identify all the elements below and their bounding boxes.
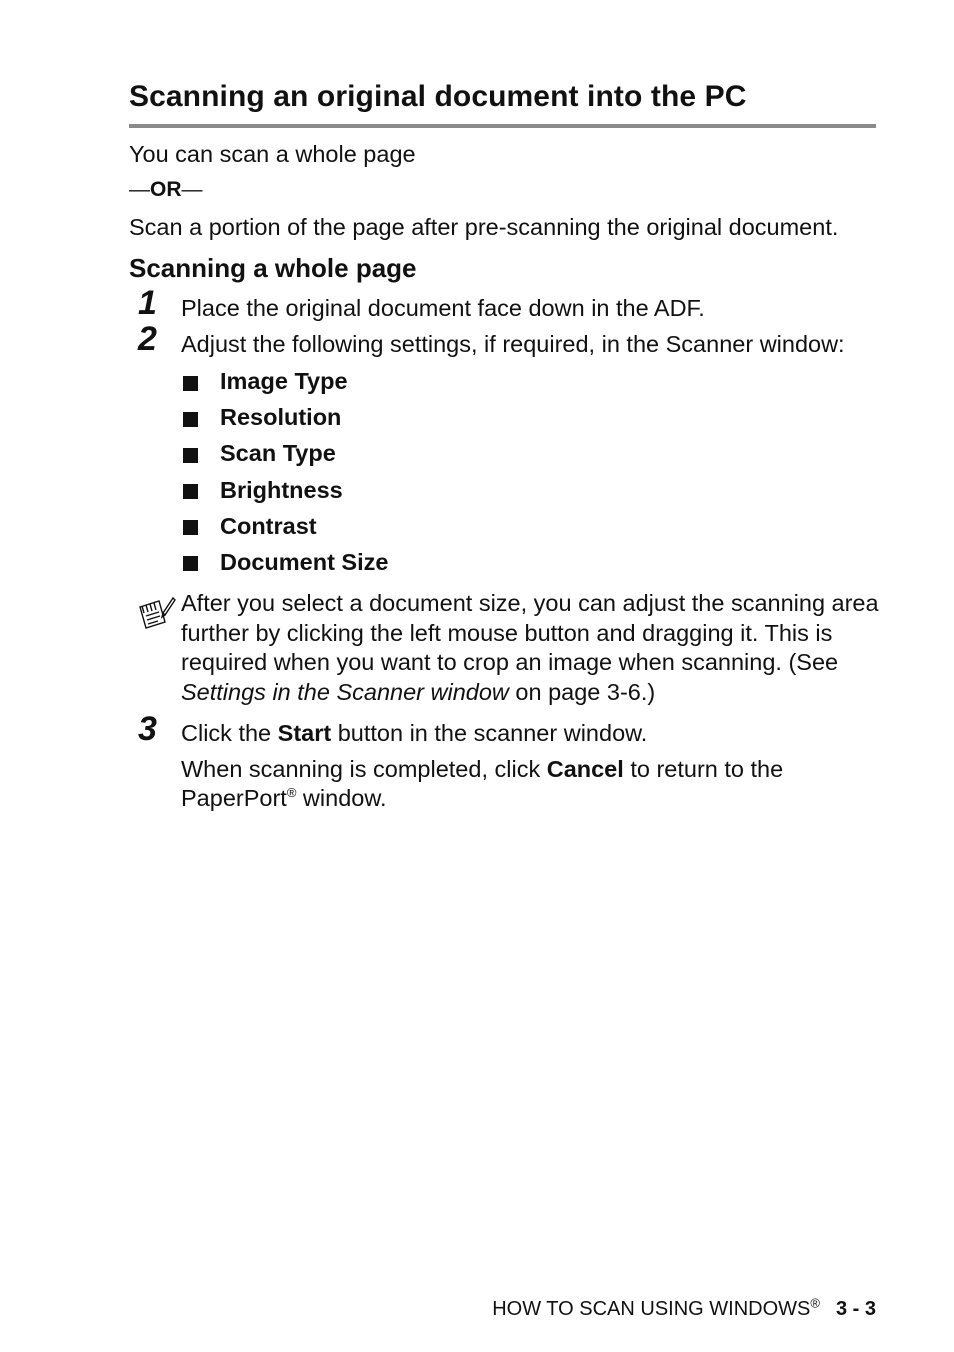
setting-item: Contrast — [220, 513, 317, 539]
page-footer: HOW TO SCAN USING WINDOWS® 3 - 3 — [492, 1295, 876, 1320]
note-text: After you select a document size, you can adjust the scanning area further by clicking the left mouse button and dragging it. This is required when you want to crop an image when scanning. (See Settings in the Scanner window on page 3-6.) — [181, 590, 879, 706]
or-separator: —OR— — [129, 178, 203, 201]
setting-item: Brightness — [220, 477, 343, 503]
step-text: Adjust the following settings, if required, in the Scanner window: — [181, 331, 845, 357]
section-heading: Scanning a whole page — [129, 253, 417, 283]
bullet-square — [183, 520, 198, 535]
bullet-square — [183, 448, 198, 463]
step-text: Place the original document face down in the ADF. — [181, 295, 705, 321]
bullet-square — [183, 376, 198, 391]
setting-item: Image Type — [220, 368, 348, 394]
bullet-square — [183, 412, 198, 427]
intro-line: Scan a portion of the page after pre-scanning the original document. — [129, 214, 839, 240]
completion-text: PaperPort® window. — [181, 785, 387, 811]
completion-text: When scanning is completed, click Cancel to return to the — [181, 756, 784, 782]
setting-item: Scan Type — [220, 440, 336, 466]
intro-line: You can scan a whole page — [129, 141, 416, 167]
page-number: 3 - 3 — [835, 1298, 876, 1320]
footer-label: HOW TO SCAN USING WINDOWS — [492, 1298, 811, 1320]
bullet-square — [183, 484, 198, 499]
page-title: Scanning an original document into the PC — [129, 80, 747, 113]
step-text: Click the Start button in the scanner window. — [181, 720, 648, 746]
setting-item: Document Size — [220, 549, 389, 575]
bullet-square — [183, 556, 198, 571]
step-number: 3 — [138, 710, 157, 748]
setting-item: Resolution — [220, 404, 342, 430]
step-number: 2 — [138, 320, 157, 358]
note-pad-icon — [137, 595, 177, 635]
title-rule — [129, 124, 876, 128]
step-number: 1 — [138, 284, 157, 322]
